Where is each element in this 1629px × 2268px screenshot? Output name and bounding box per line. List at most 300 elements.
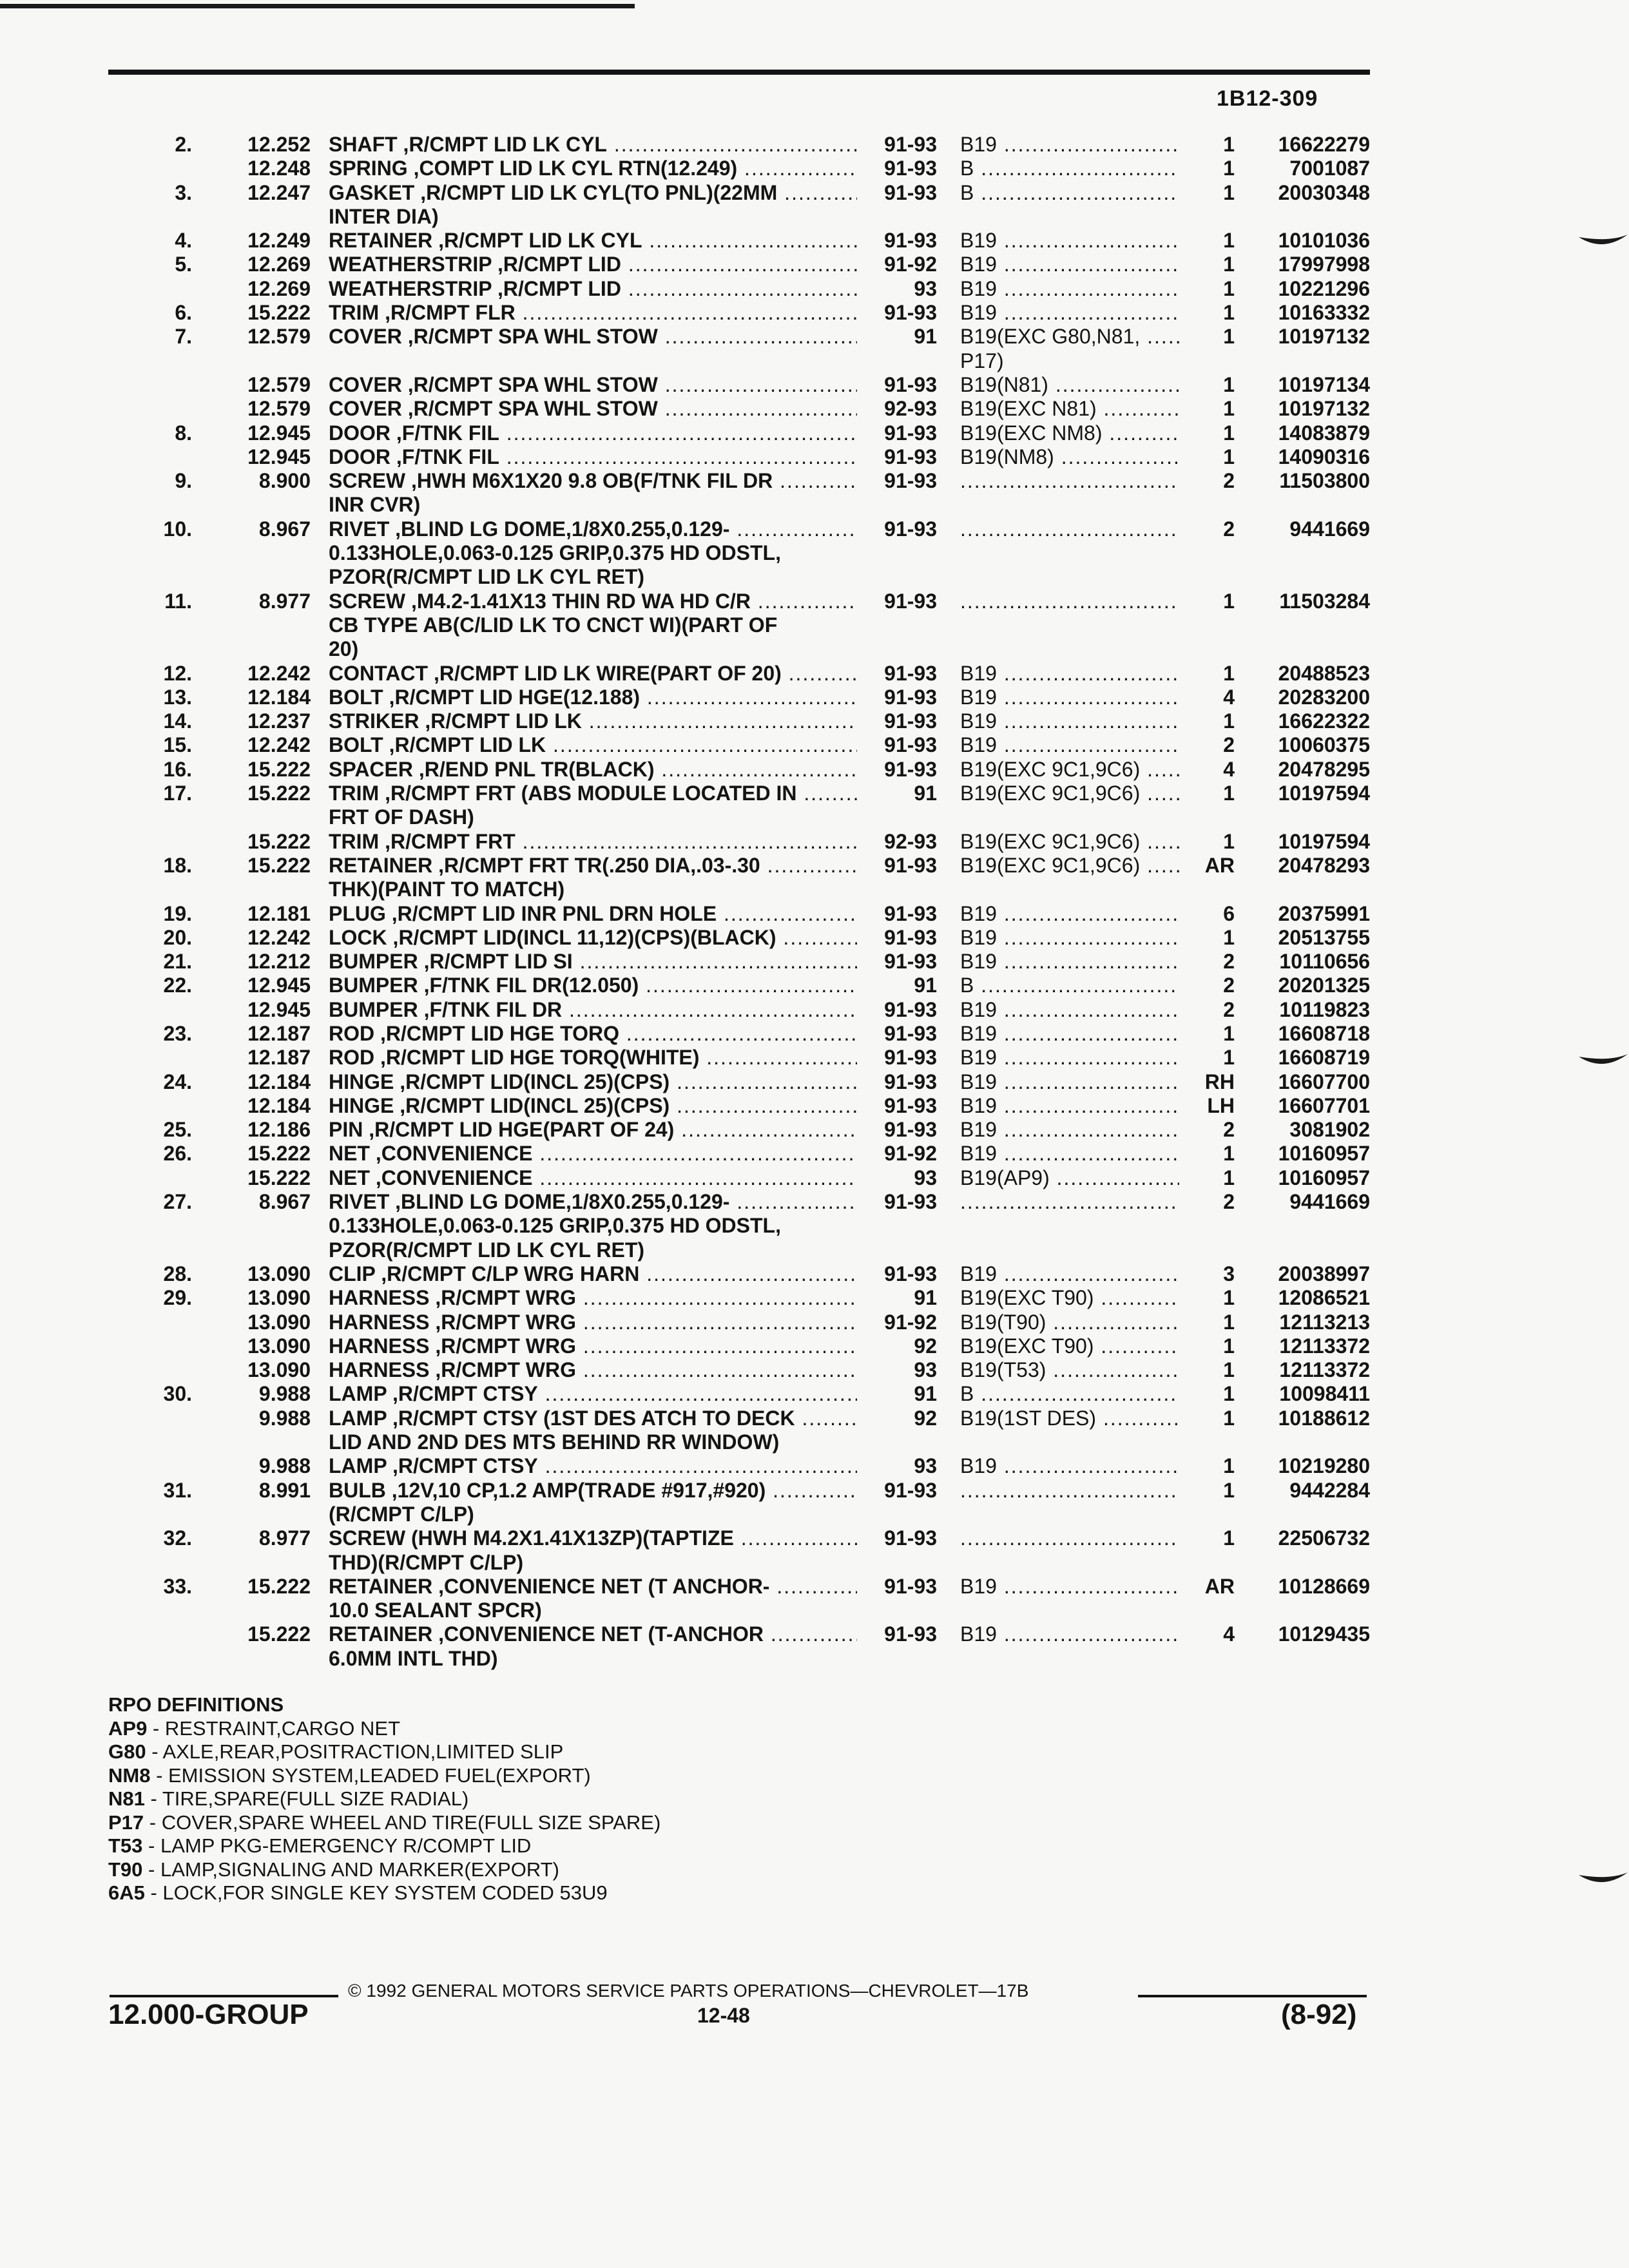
- rpo-definition: - LAMP PKG-EMERGENCY R/COMPT LID: [142, 1834, 532, 1857]
- group-number: 12.945: [247, 421, 311, 445]
- parts-list: [0, 133, 1629, 1671]
- rpo-code: P17: [108, 1811, 144, 1834]
- part-row: [0, 1647, 1629, 1671]
- model-usage: B19 .....: [960, 1022, 1179, 1046]
- model-usage: B19 .....: [960, 1094, 1179, 1118]
- model-usage: B19 .....: [960, 902, 1179, 926]
- rpo-code: NM8: [108, 1763, 151, 1787]
- part-description: RIVET ,BLIND LG DOME,1/8X0.255,0.129- .....: [329, 1190, 857, 1214]
- group-number: 15.222: [247, 1142, 311, 1166]
- part-description: 20): [329, 637, 359, 661]
- model-usage: B19 .....: [960, 926, 1179, 950]
- part-row: [0, 277, 1629, 301]
- model-years: 91-93: [884, 709, 937, 733]
- part-number: 10219280: [1278, 1454, 1370, 1478]
- group-number: 12.269: [247, 276, 311, 300]
- item-number: 16.: [163, 757, 192, 781]
- model-usage: B .....: [960, 974, 1179, 997]
- quantity: AR: [1204, 853, 1235, 877]
- group-number: 12.579: [247, 372, 311, 396]
- date-code: (8-92): [1281, 1999, 1357, 2030]
- part-description: 0.133HOLE,0.063-0.125 GRIP,0.375 HD ODSTL,: [329, 1214, 781, 1238]
- part-number: 17997998: [1278, 253, 1370, 276]
- group-number: 15.222: [247, 301, 311, 325]
- part-number: 12113213: [1279, 1310, 1370, 1334]
- item-number: 20.: [163, 925, 192, 949]
- model-years: 91: [914, 782, 937, 805]
- model-years: 91-93: [884, 1622, 937, 1646]
- model-years: 91-93: [884, 1190, 937, 1214]
- part-number: 20478293: [1278, 853, 1370, 877]
- rpo-definition: - AXLE,REAR,POSITRACTION,LIMITED SLIP: [146, 1740, 564, 1763]
- part-number: 3081902: [1289, 1118, 1370, 1142]
- model-years: 91-93: [884, 157, 937, 180]
- item-number: 7.: [175, 325, 192, 349]
- item-number: 6.: [175, 301, 192, 325]
- part-row: [0, 301, 1629, 325]
- model-usage: B19 .....: [960, 301, 1179, 325]
- group-number: 12.945: [247, 974, 311, 997]
- part-number: 12113372: [1279, 1358, 1370, 1382]
- model-years: 91-93: [884, 180, 937, 204]
- part-description: BOLT ,R/CMPT LID HGE(12.188) .....: [329, 686, 857, 709]
- part-number: 10129435: [1278, 1622, 1370, 1646]
- part-description: BULB ,12V,10 CP,1.2 AMP(TRADE #917,#920) .....: [329, 1479, 857, 1503]
- part-description: WEATHERSTRIP ,R/CMPT LID .....: [329, 277, 857, 301]
- rpo-item: [108, 1858, 660, 1882]
- copyright-line: © 1992 GENERAL MOTORS SERVICE PARTS OPERATIONS—CHEVROLET—17B: [348, 1981, 1029, 2001]
- part-description: HINGE ,R/CMPT LID(INCL 25)(CPS) .....: [329, 1070, 857, 1094]
- model-years: 91-93: [884, 1574, 937, 1598]
- part-description: SCREW (HWH M4.2X1.41X13ZP)(TAPTIZE .....: [329, 1526, 857, 1550]
- group-number: 13.090: [247, 1358, 311, 1382]
- part-row: [0, 517, 1629, 541]
- model-years: 91-93: [884, 1093, 937, 1117]
- part-description: SCREW ,HWH M6X1X20 9.8 OB(F/TNK FIL DR .....: [329, 469, 857, 493]
- group-number: 8.967: [258, 1190, 311, 1214]
- quantity: 2: [1223, 733, 1235, 757]
- part-row: [0, 590, 1629, 613]
- part-description: DOOR ,F/TNK FIL .....: [329, 445, 857, 469]
- model-years: 91-93: [884, 469, 937, 493]
- quantity: 1: [1223, 1478, 1235, 1502]
- model-usage: B19 .....: [960, 950, 1179, 974]
- footer-left-rule: [110, 1995, 338, 1997]
- part-description: CLIP ,R/CMPT C/LP WRG HARN .....: [329, 1262, 857, 1286]
- model-years: 91-93: [884, 589, 937, 613]
- part-number: 10119823: [1279, 997, 1370, 1021]
- part-number: 10101036: [1278, 229, 1370, 253]
- model-years: 91-93: [884, 1021, 937, 1045]
- part-number: 20513755: [1278, 925, 1370, 949]
- part-description: SPACER ,R/END PNL TR(BLACK) .....: [329, 758, 857, 782]
- quantity: 1: [1223, 709, 1235, 733]
- model-years: 91-93: [884, 229, 937, 253]
- model-years: 93: [914, 1454, 937, 1478]
- model-usage: B19 .....: [960, 1454, 1179, 1478]
- model-usage: B19 .....: [960, 1575, 1179, 1599]
- part-number: 12086521: [1278, 1286, 1370, 1310]
- model-years: 91-93: [884, 757, 937, 781]
- part-description: HARNESS ,R/CMPT WRG .....: [329, 1286, 857, 1310]
- group-number: 12.247: [247, 180, 311, 204]
- part-number: 10060375: [1278, 733, 1370, 757]
- item-number: 25.: [163, 1118, 192, 1142]
- group-number: 9.988: [258, 1406, 311, 1430]
- model-years: 91-93: [884, 733, 937, 757]
- model-usage: [960, 1526, 1179, 1550]
- model-years: 91-93: [884, 1046, 937, 1070]
- part-number: 10197132: [1278, 397, 1370, 421]
- rpo-title: RPO DEFINITIONS: [108, 1693, 284, 1716]
- part-row: [0, 613, 1629, 637]
- part-number: 9441669: [1289, 1190, 1370, 1214]
- part-row: [0, 253, 1629, 276]
- group-number: 12.187: [247, 1021, 311, 1045]
- part-row: [0, 1551, 1629, 1575]
- part-number: 11503800: [1279, 469, 1370, 493]
- part-description: BOLT ,R/CMPT LID LK .....: [329, 733, 857, 757]
- item-number: 27.: [163, 1190, 192, 1214]
- model-usage: B19(EXC T90) .....: [960, 1286, 1179, 1310]
- part-row: [0, 830, 1629, 854]
- part-row: [0, 469, 1629, 493]
- part-row: [0, 1046, 1629, 1070]
- part-row: [0, 1214, 1629, 1238]
- model-usage: B .....: [960, 1382, 1179, 1406]
- part-row: [0, 662, 1629, 686]
- part-row: [0, 1070, 1629, 1094]
- part-description: (R/CMPT C/LP): [329, 1502, 474, 1526]
- rpo-definition: - TIRE,SPARE(FULL SIZE RADIAL): [144, 1787, 469, 1810]
- part-row: [0, 181, 1629, 205]
- group-number: 12.242: [247, 661, 311, 685]
- group-number: 15.222: [247, 1166, 311, 1189]
- model-years: 91-93: [884, 133, 937, 156]
- model-years: 91-93: [884, 661, 937, 685]
- group-number: 15.222: [247, 757, 311, 781]
- model-years: 91: [914, 1382, 937, 1406]
- part-description: FRT OF DASH): [329, 805, 474, 829]
- model-usage: B19 .....: [960, 686, 1179, 709]
- part-description: COVER ,R/CMPT SPA WHL STOW .....: [329, 397, 857, 421]
- part-row: [0, 926, 1629, 950]
- rpo-code: 6A5: [108, 1881, 145, 1904]
- quantity: 1: [1223, 1286, 1235, 1310]
- part-description: SHAFT ,R/CMPT LID LK CYL .....: [329, 133, 857, 157]
- model-years: 91-93: [884, 1118, 937, 1142]
- part-row: [0, 878, 1629, 901]
- model-usage: P17): [960, 349, 1004, 372]
- part-row: [0, 133, 1629, 157]
- part-row: [0, 733, 1629, 757]
- quantity: 1: [1223, 133, 1235, 156]
- part-description: PZOR(R/CMPT LID LK CYL RET): [329, 1238, 645, 1262]
- part-row: [0, 325, 1629, 349]
- model-years: 91-93: [884, 1070, 937, 1093]
- item-number: 22.: [163, 974, 192, 997]
- item-number: 2.: [175, 133, 192, 156]
- part-number: 16608718: [1278, 1021, 1370, 1045]
- part-row: [0, 421, 1629, 445]
- model-usage: B19(N81) .....: [960, 373, 1179, 397]
- rpo-code: T90: [108, 1858, 143, 1881]
- group-number: 12.579: [247, 325, 311, 349]
- model-usage: B19(EXC 9C1,9C6) .....: [960, 758, 1179, 782]
- quantity: 4: [1223, 757, 1235, 781]
- part-row: [0, 205, 1629, 229]
- group-number: 13.090: [247, 1286, 311, 1310]
- rpo-definition: - LOCK,FOR SINGLE KEY SYSTEM CODED 53U9: [144, 1881, 608, 1904]
- item-number: 18.: [163, 853, 192, 877]
- model-usage: [960, 1190, 1179, 1214]
- rpo-definition: - RESTRAINT,CARGO NET: [147, 1716, 401, 1740]
- group-number: 8.977: [258, 589, 311, 613]
- group-number: 12.248: [247, 157, 311, 180]
- part-number: 10128669: [1278, 1574, 1370, 1598]
- part-number: 16622279: [1278, 133, 1370, 156]
- part-row: [0, 1118, 1629, 1142]
- model-usage: B19(AP9) .....: [960, 1166, 1179, 1190]
- part-description: HARNESS ,R/CMPT WRG .....: [329, 1311, 857, 1334]
- quantity: 1: [1223, 1406, 1235, 1430]
- part-description: SCREW ,M4.2-1.41X13 THIN RD WA HD C/R .....: [329, 590, 857, 613]
- part-description: 0.133HOLE,0.063-0.125 GRIP,0.375 HD ODSTL,: [329, 541, 781, 565]
- model-usage: B19 .....: [960, 709, 1179, 733]
- part-number: 7001087: [1289, 157, 1370, 180]
- part-row: [0, 1454, 1629, 1478]
- rpo-item: [108, 1811, 660, 1835]
- group-number: 8.991: [258, 1478, 311, 1502]
- part-number: 10197594: [1278, 782, 1370, 805]
- group-number: 12.212: [247, 950, 311, 974]
- quantity: 1: [1223, 372, 1235, 396]
- part-description: LAMP ,R/CMPT CTSY .....: [329, 1382, 857, 1406]
- item-number: 24.: [163, 1070, 192, 1093]
- binder-hole-mark-icon: [1577, 233, 1629, 250]
- item-number: 3.: [175, 180, 192, 204]
- quantity: 1: [1223, 229, 1235, 253]
- quantity: 1: [1223, 1526, 1235, 1550]
- model-years: 91-93: [884, 685, 937, 709]
- quantity: 1: [1223, 589, 1235, 613]
- quantity: RH: [1204, 1070, 1235, 1093]
- item-number: 13.: [163, 685, 192, 709]
- model-years: 93: [914, 1358, 937, 1382]
- quantity: 4: [1223, 1622, 1235, 1646]
- part-row: [0, 1526, 1629, 1550]
- part-number: 10160957: [1278, 1142, 1370, 1166]
- quantity: 1: [1223, 301, 1235, 325]
- quantity: 2: [1223, 1190, 1235, 1214]
- model-years: 93: [914, 1166, 937, 1189]
- group-number: 9.988: [258, 1454, 311, 1478]
- quantity: 1: [1223, 1166, 1235, 1189]
- part-description: CONTACT ,R/CMPT LID LK WIRE(PART OF 20) .....: [329, 662, 857, 686]
- rpo-item: [108, 1881, 660, 1905]
- part-description: THD)(R/CMPT C/LP): [329, 1550, 524, 1574]
- part-row: [0, 902, 1629, 926]
- part-number: 20030348: [1278, 180, 1370, 204]
- model-usage: B19(EXC G80,N81, .....: [960, 325, 1179, 349]
- model-usage: B19 .....: [960, 253, 1179, 276]
- part-row: [0, 1430, 1629, 1454]
- part-description: WEATHERSTRIP ,R/CMPT LID .....: [329, 253, 857, 276]
- item-number: 10.: [163, 517, 192, 541]
- model-usage: B19(T53) .....: [960, 1358, 1179, 1382]
- part-description: STRIKER ,R/CMPT LID LK .....: [329, 709, 857, 733]
- part-row: [0, 157, 1629, 180]
- part-row: [0, 1479, 1629, 1503]
- part-row: [0, 1142, 1629, 1166]
- quantity: 1: [1223, 276, 1235, 300]
- part-row: [0, 349, 1629, 373]
- item-number: 5.: [175, 253, 192, 276]
- model-usage: B19(EXC NM8) .....: [960, 421, 1179, 445]
- model-years: 93: [914, 276, 937, 300]
- part-row: [0, 1311, 1629, 1334]
- part-description: RIVET ,BLIND LG DOME,1/8X0.255,0.129- .....: [329, 517, 857, 541]
- part-number: 16608719: [1278, 1046, 1370, 1070]
- part-number: 10098411: [1279, 1382, 1370, 1406]
- model-usage: B19(1ST DES) .....: [960, 1407, 1179, 1430]
- part-description: HARNESS ,R/CMPT WRG .....: [329, 1334, 857, 1358]
- part-row: [0, 1334, 1629, 1358]
- group-number: 12.242: [247, 925, 311, 949]
- part-description: RETAINER ,CONVENIENCE NET (T-ANCHOR .....: [329, 1622, 857, 1646]
- model-years: 92: [914, 1406, 937, 1430]
- part-description: RETAINER ,R/CMPT FRT TR(.250 DIA,.03-.30 .....: [329, 854, 857, 878]
- part-row: [0, 1599, 1629, 1622]
- group-number: 12.184: [247, 1070, 311, 1093]
- part-number: 16607701: [1278, 1093, 1370, 1117]
- part-description: 10.0 SEALANT SPCR): [329, 1599, 542, 1622]
- item-number: 8.: [175, 421, 192, 445]
- item-number: 32.: [163, 1526, 192, 1550]
- part-description: COVER ,R/CMPT SPA WHL STOW .....: [329, 373, 857, 397]
- quantity: 1: [1223, 1046, 1235, 1070]
- part-description: INR CVR): [329, 493, 421, 517]
- item-number: 9.: [175, 469, 192, 493]
- part-description: COVER ,R/CMPT SPA WHL STOW .....: [329, 325, 857, 349]
- model-years: 91-93: [884, 950, 937, 974]
- model-usage: B19 .....: [960, 1118, 1179, 1142]
- quantity: 2: [1223, 469, 1235, 493]
- quantity: 1: [1223, 325, 1235, 349]
- part-description: TRIM ,R/CMPT FRT (ABS MODULE LOCATED IN .....: [329, 782, 857, 805]
- group-number: 15.222: [247, 853, 311, 877]
- page-number: 12-48: [697, 2004, 750, 2027]
- part-description: PLUG ,R/CMPT LID INR PNL DRN HOLE .....: [329, 902, 857, 926]
- part-description: RETAINER ,R/CMPT LID LK CYL .....: [329, 229, 857, 253]
- footer-right-rule: [1138, 1995, 1367, 1997]
- group-number: 12.252: [247, 133, 311, 156]
- part-row: [0, 541, 1629, 565]
- model-usage: B .....: [960, 181, 1179, 205]
- quantity: LH: [1207, 1093, 1235, 1117]
- quantity: 1: [1223, 829, 1235, 853]
- part-row: [0, 758, 1629, 782]
- model-years: 91-92: [884, 253, 937, 276]
- part-description: RETAINER ,CONVENIENCE NET (T ANCHOR- .....: [329, 1575, 857, 1599]
- part-number: 14083879: [1278, 421, 1370, 445]
- rpo-code: N81: [108, 1787, 145, 1810]
- quantity: 2: [1223, 997, 1235, 1021]
- group-number: 12.187: [247, 1046, 311, 1070]
- item-number: 30.: [163, 1382, 192, 1406]
- part-row: [0, 397, 1629, 421]
- model-usage: B .....: [960, 157, 1179, 180]
- model-usage: B19(NM8) .....: [960, 445, 1179, 469]
- part-number: 9441669: [1289, 517, 1370, 541]
- part-description: CB TYPE AB(C/LID LK TO CNCT WI)(PART OF: [329, 613, 778, 637]
- part-row: [0, 637, 1629, 661]
- rpo-item: [108, 1787, 660, 1811]
- item-number: 21.: [163, 950, 192, 974]
- group-number: 8.900: [258, 469, 311, 493]
- quantity: 1: [1223, 1142, 1235, 1166]
- quantity: 1: [1223, 925, 1235, 949]
- item-number: 19.: [163, 901, 192, 925]
- quantity: 3: [1223, 1262, 1235, 1285]
- model-years: 91-93: [884, 901, 937, 925]
- part-description: LOCK ,R/CMPT LID(INCL 11,12)(CPS)(BLACK) .....: [329, 926, 857, 950]
- item-number: 14.: [163, 709, 192, 733]
- part-number: 20283200: [1278, 685, 1370, 709]
- part-row: [0, 1238, 1629, 1262]
- part-row: [0, 854, 1629, 878]
- model-usage: B19 .....: [960, 1142, 1179, 1166]
- model-years: 91-92: [884, 1310, 937, 1334]
- part-description: GASKET ,R/CMPT LID LK CYL(TO PNL)(22MM .....: [329, 181, 857, 205]
- group-number: 9.988: [258, 1382, 311, 1406]
- model-usage: B19(EXC T90) .....: [960, 1334, 1179, 1358]
- part-row: [0, 1575, 1629, 1599]
- model-usage: B19 .....: [960, 1070, 1179, 1094]
- model-years: 92-93: [884, 829, 937, 853]
- model-years: 91: [914, 325, 937, 349]
- part-description: BUMPER ,F/TNK FIL DR(12.050) .....: [329, 974, 857, 997]
- part-row: [0, 1094, 1629, 1118]
- item-number: 4.: [175, 229, 192, 253]
- part-number: 14090316: [1278, 445, 1370, 468]
- part-row: [0, 1022, 1629, 1046]
- part-number: 11503284: [1279, 589, 1370, 613]
- binder-hole-mark-icon: [1577, 1871, 1629, 1888]
- part-description: TRIM ,R/CMPT FRT .....: [329, 830, 857, 854]
- item-number: 12.: [163, 661, 192, 685]
- rpo-definitions: [108, 1693, 660, 1905]
- part-row: [0, 950, 1629, 974]
- model-years: 92-93: [884, 397, 937, 421]
- part-number: 16607700: [1278, 1070, 1370, 1093]
- group-number: 12.184: [247, 685, 311, 709]
- group-number: 12.945: [247, 997, 311, 1021]
- item-number: 31.: [163, 1478, 192, 1502]
- part-number: 20478295: [1278, 757, 1370, 781]
- quantity: 1: [1223, 1021, 1235, 1045]
- part-row: [0, 974, 1629, 997]
- group-number: 12.249: [247, 229, 311, 253]
- model-usage: B19 .....: [960, 662, 1179, 686]
- part-number: 10163332: [1278, 301, 1370, 325]
- part-number: 10221296: [1278, 276, 1370, 300]
- binder-hole-mark-icon: [1577, 1053, 1629, 1070]
- group-number: 8.967: [258, 517, 311, 541]
- item-number: 11.: [164, 589, 192, 613]
- model-usage: B19 .....: [960, 1046, 1179, 1070]
- model-years: 91: [914, 1286, 937, 1310]
